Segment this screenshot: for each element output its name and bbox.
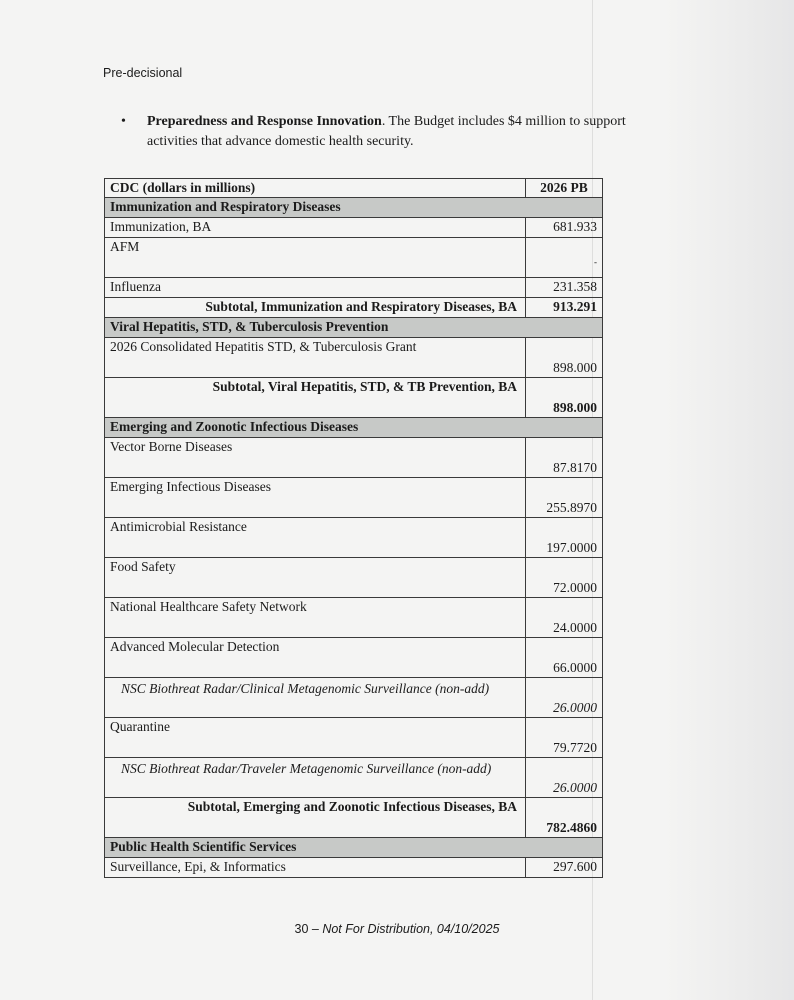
section-public-health: Public Health Scientific Services: [105, 838, 603, 858]
row-value: -: [526, 238, 603, 278]
row-value: 26.0000: [526, 758, 603, 798]
row-value: 681.933: [526, 218, 603, 238]
row-label: 2026 Consolidated Hepatitis STD, & Tuberculosis Grant: [105, 338, 526, 378]
table-row: [105, 598, 603, 638]
table-header-label: CDC (dollars in millions): [105, 179, 526, 198]
row-label: National Healthcare Safety Network: [105, 598, 526, 638]
section-immunization: Immunization and Respiratory Diseases: [105, 198, 603, 218]
section-row: [105, 418, 603, 438]
page-shadow: [664, 0, 794, 1000]
subtotal-row: [105, 798, 603, 838]
row-value: 255.8970: [526, 478, 603, 518]
subtotal-row: [105, 298, 603, 318]
section-hepatitis: Viral Hepatitis, STD, & Tuberculosis Prevention: [105, 318, 603, 338]
row-value: 898.000: [526, 338, 603, 378]
table-row: [105, 278, 603, 298]
table-row: [105, 238, 603, 278]
table-row: [105, 758, 603, 798]
footer-note: Not For Distribution, 04/10/2025: [322, 922, 500, 936]
row-label: Emerging Infectious Diseases: [105, 478, 526, 518]
table-row: [105, 478, 603, 518]
table-header-row: [105, 179, 603, 198]
page-footer: [0, 922, 794, 936]
row-label: NSC Biothreat Radar/Traveler Metagenomic Surveillance (non-add): [105, 758, 526, 798]
table-row: [105, 558, 603, 598]
table-row: [105, 438, 603, 478]
row-value: 26.0000: [526, 678, 603, 718]
row-value: 297.600: [526, 858, 603, 878]
budget-table: [104, 178, 603, 878]
row-label: Immunization, BA: [105, 218, 526, 238]
page-header: Pre-decisional: [103, 66, 183, 80]
table-row: [105, 638, 603, 678]
row-value: 87.8170: [526, 438, 603, 478]
table-row: [105, 858, 603, 878]
table-row: [105, 218, 603, 238]
subtotal-value: 913.291: [526, 298, 603, 318]
row-label: Vector Borne Diseases: [105, 438, 526, 478]
subtotal-label: Subtotal, Immunization and Respiratory Diseases, BA: [105, 298, 526, 318]
subtotal-value: 898.000: [526, 378, 603, 418]
row-label: NSC Biothreat Radar/Clinical Metagenomic Surveillance (non-add): [105, 678, 526, 718]
row-label: Influenza: [105, 278, 526, 298]
table-row: [105, 338, 603, 378]
table-row: [105, 718, 603, 758]
table-row: [105, 678, 603, 718]
row-label: Antimicrobial Resistance: [105, 518, 526, 558]
row-label: Quarantine: [105, 718, 526, 758]
row-value: 72.0000: [526, 558, 603, 598]
footer-dash: –: [308, 922, 323, 936]
subtotal-row: [105, 378, 603, 418]
bullet-body: . The Budget includes $4 million to support activities that advance domestic health security.: [147, 114, 626, 149]
row-value: 24.0000: [526, 598, 603, 638]
bullet-lead: Preparedness and Response Innovation: [147, 114, 382, 129]
row-value: 79.7720: [526, 718, 603, 758]
subtotal-label: Subtotal, Viral Hepatitis, STD, & TB Prevention, BA: [105, 378, 526, 418]
table-header-col: 2026 PB: [526, 179, 603, 198]
row-label: AFM: [105, 238, 526, 278]
section-row: [105, 318, 603, 338]
table-row: [105, 518, 603, 558]
subtotal-label: Subtotal, Emerging and Zoonotic Infectious Diseases, BA: [105, 798, 526, 838]
subtotal-value: 782.4860: [526, 798, 603, 838]
page-number: 30: [294, 922, 309, 936]
bullet-text: [147, 112, 667, 152]
section-row: [105, 838, 603, 858]
row-label: Advanced Molecular Detection: [105, 638, 526, 678]
row-label: Food Safety: [105, 558, 526, 598]
section-zoonotic: Emerging and Zoonotic Infectious Diseases: [105, 418, 603, 438]
section-row: [105, 198, 603, 218]
row-value: 66.0000: [526, 638, 603, 678]
bullet-icon: •: [121, 114, 126, 129]
row-label: Surveillance, Epi, & Informatics: [105, 858, 526, 878]
row-value: 231.358: [526, 278, 603, 298]
row-value: 197.0000: [526, 518, 603, 558]
